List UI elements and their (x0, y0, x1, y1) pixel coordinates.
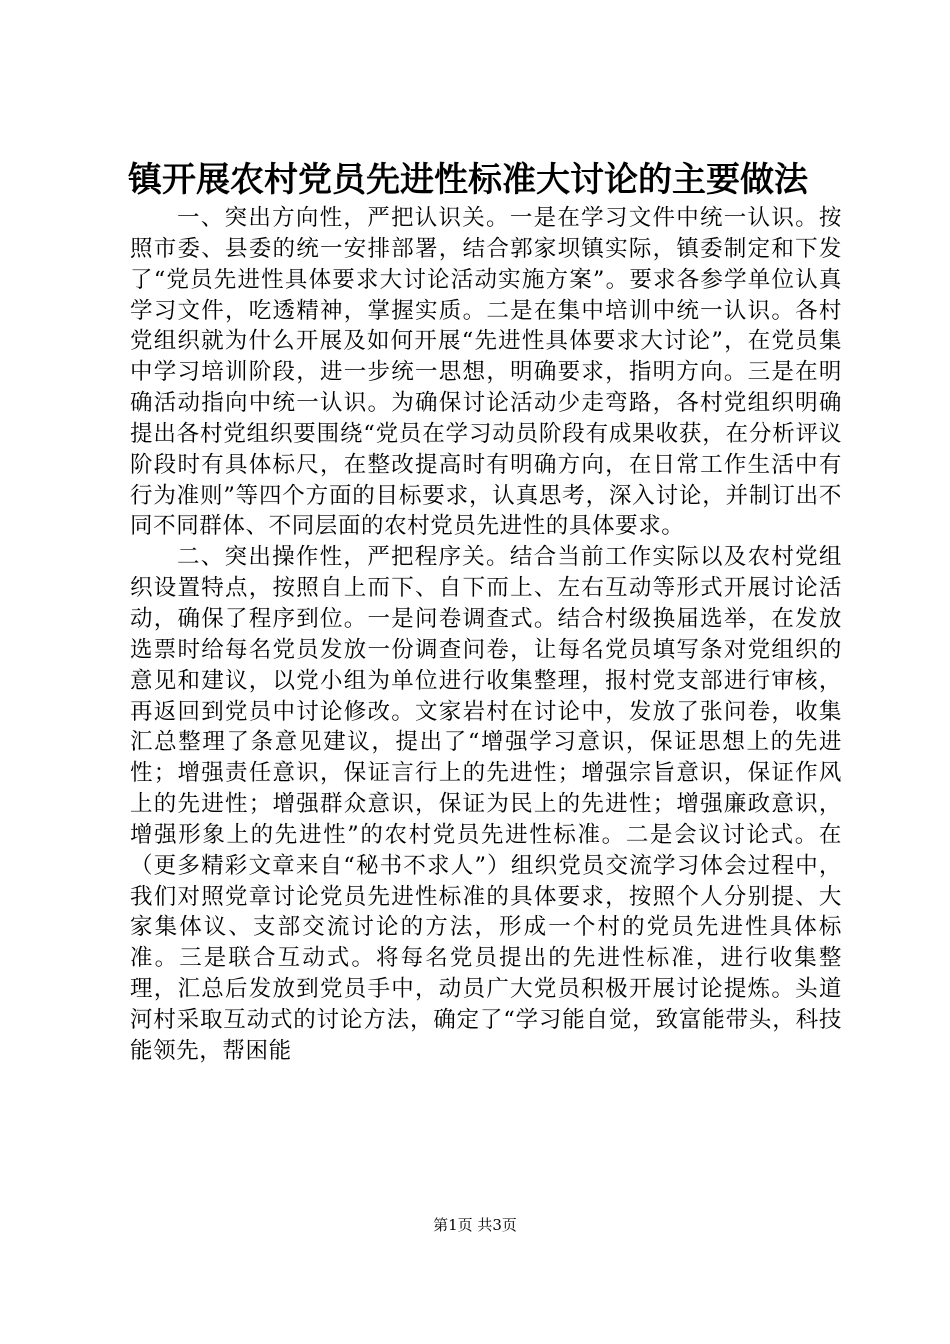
page-number: 第1页 共3页 (433, 1216, 517, 1234)
document-body (130, 203, 842, 1067)
paragraph-2: 二、突出操作性，严把程序关。结合当前工作实际以及农村党组织设置特点，按照自上而下、自下而上、左右互动等形式开展讨论活动，确保了程序到位。一是问卷调查式。结合村级换届选举，在发放选票时给每名党员发放一份调查问卷，让每名党员填写条对党组织的意见和建议，以党小组为单位进行收集整理，报村党支部进行审核，再返回到党员中讨论修改。文家岩村在讨论中，发放了张问卷，收集汇总整理了条意见建议，提出了“增强学习意识，保证思想上的先进性；增强责任意识，保证言行上的先进性；增强宗旨意识，保证作风上的先进性；增强群众意识，保证为民上的先进性；增强廉政意识，增强形象上的先进性”的农村党员先进性标准。二是会议讨论式。在（更多精彩文章来自“秘书不求人”）组织党员交流学习体会过程中，我们对照党章讨论党员先进性标准的具体要求，按照个人分别提、大家集体议、支部交流讨论的方法，形成一个村的党员先进性具体标准。三是联合互动式。将每名党员提出的先进性标准，进行收集整理，汇总后发放到党员手中，动员广大党员积极开展讨论提炼。头道河村采取互动式的讨论方法，确定了“学习能自觉，致富能带头，科技能领先，帮困能 (130, 544, 842, 1064)
page-footer (0, 1214, 950, 1236)
paragraph-1: 一、突出方向性，严把认识关。一是在学习文件中统一认识。按照市委、县委的统一安排部署，结合郭家坝镇实际，镇委制定和下发了“党员先进性具体要求大讨论活动实施方案”。要求各参学单位认真学习文件，吃透精神，掌握实质。二是在集中培训中统一认识。各村党组织就为什么开展及如何开展“先进性具体要求大讨论”，在党员集中学习培训阶段，进一步统一思想，明确要求，指明方向。三是在明确活动指向中统一认识。为确保讨论活动少走弯路，各村党组织明确提出各村党组织要围绕“党员在学习动员阶段有成果收获，在分析评议阶段时有具体标尺，在整改提高时有明确方向，在日常工作生活中有行为准则”等四个方面的目标要求，认真思考，深入讨论，并制订出不同不同群体、不同层面的农村党员先进性的具体要求。 (130, 205, 842, 540)
document-title: 镇开展农村党员先进性标准大讨论的主要做法 (128, 160, 808, 200)
